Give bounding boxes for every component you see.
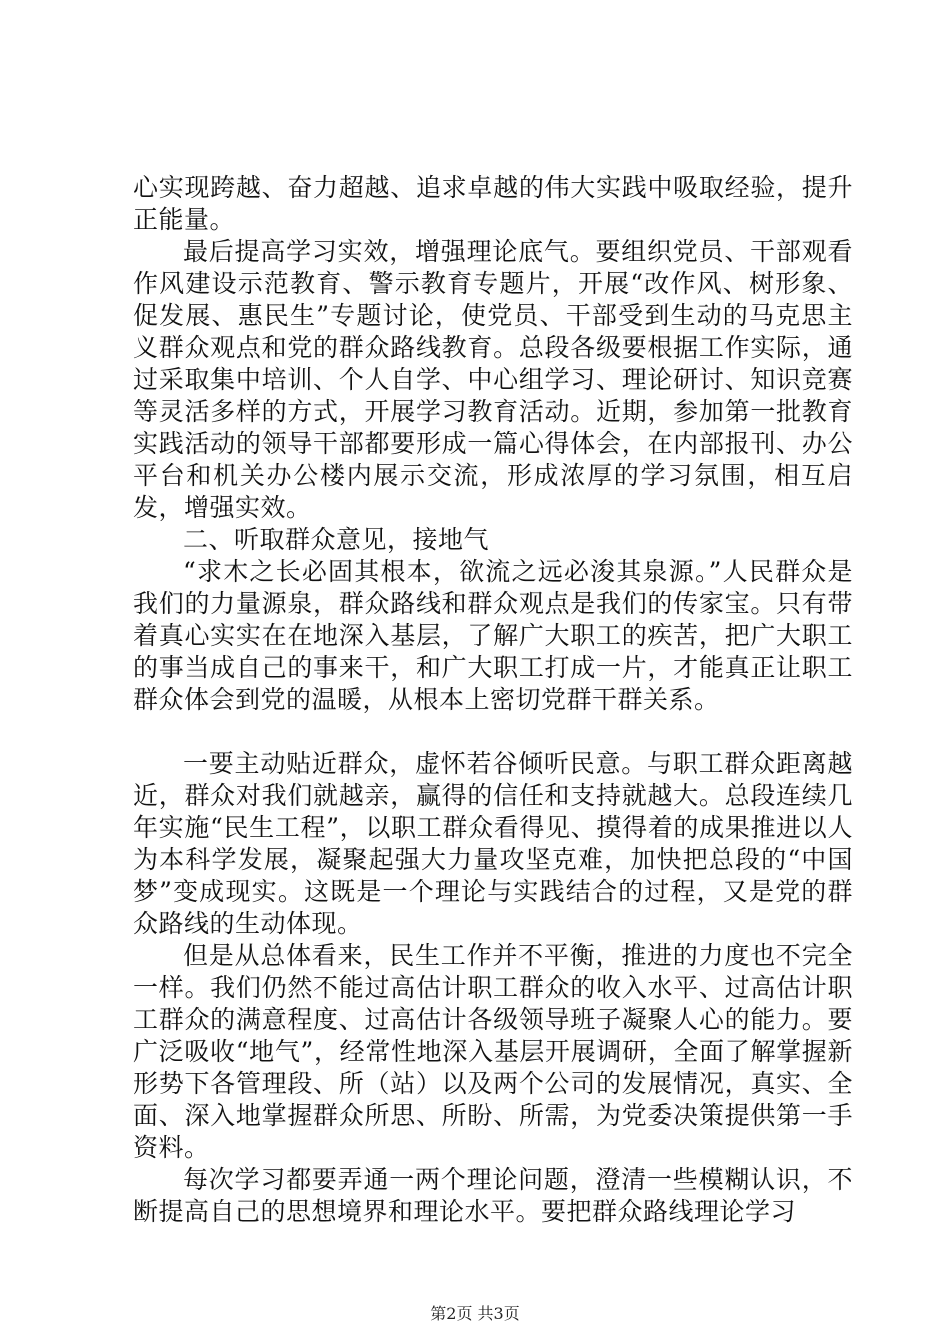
- paragraph-continuation: 心实现跨越、奋力超越、追求卓越的伟大实践中吸取经验，提升正能量。: [133, 173, 853, 234]
- paragraph-overall-view: 但是从总体看来，民生工作并不平衡，推进的力度也不完全一样。我们仍然不能过高估计职工群众的收入水平、过高估计职工群众的满意程度、过高估计各级领导班子凝聚人心的能力。要广泛吸收“地气”，经常性地深入基层开展调研，全面了解掌握新形势下各管理段、所（站）以及两个公司的发展情况，真实、全面、深入地掌握群众所思、所盼、所需，为党委决策提供第一手资料。: [133, 941, 853, 1162]
- section-heading: 二、听取群众意见，接地气: [183, 525, 490, 554]
- paragraph-spacer: [133, 716, 853, 748]
- paragraph-study-effectiveness: 最后提高学习实效，增强理论底气。要组织党员、干部观看作风建设示范教育、警示教育专题片，开展“改作风、树形象、促发展、惠民生”专题讨论，使党员、干部受到生动的马克思主义群众观点和党的群众路线教育。总段各级要根据工作实际，通过采取集中培训、个人自学、中心组学习、理论研讨、知识竞赛等灵活多样的方式，开展学习教育活动。近期，参加第一批教育实践活动的领导干部都要形成一篇心得体会，在内部报刊、办公平台和机关办公楼内展示交流，形成浓厚的学习氛围，相互启发，增强实效。: [133, 237, 853, 522]
- paragraph-approach-masses: 一要主动贴近群众，虚怀若谷倾听民意。与职工群众距离越近，群众对我们就越亲，赢得的信任和支持就越大。总段连续几年实施“民生工程”，以职工群众看得见、摸得着的成果推进以人为本科学发展，凝聚起强大力量攻坚克难，加快把总段的“中国梦”变成现实。这既是一个理论与实践结合的过程，又是党的群众路线的生动体现。: [133, 749, 853, 938]
- document-body: [133, 172, 853, 1228]
- page-footer: 第2页 共3页: [430, 1304, 520, 1323]
- paragraph-each-study: 每次学习都要弄通一两个理论问题，澄清一些模糊认识，不断提高自己的思想境界和理论水平。要把群众路线理论学习: [133, 1165, 853, 1226]
- paragraph-quote: “求木之长必固其根本，欲流之远必浚其泉源。”人民群众是我们的力量源泉，群众路线和群众观点是我们的传家宝。只有带着真心实实在在地深入基层，了解广大职工的疾苦，把广大职工的事当成自己的事来干，和广大职工打成一片，才能真正让职工群众体会到党的温暖，从根本上密切党群干群关系。: [133, 557, 853, 714]
